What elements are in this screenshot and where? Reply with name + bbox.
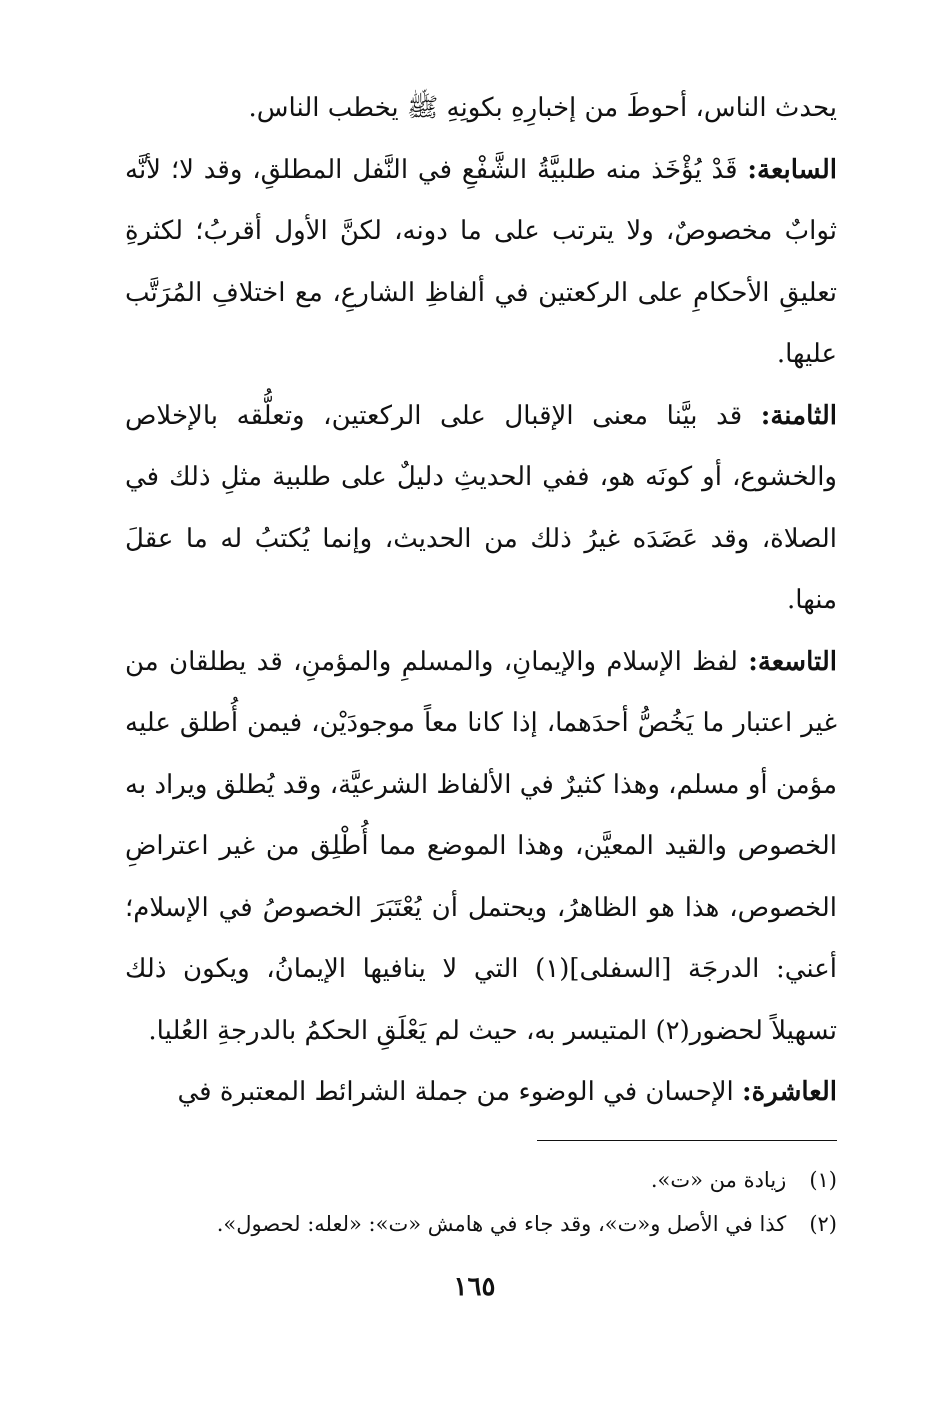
footnote-text: كذا في الأصل و«ت»، وقد جاء في هامش «ت»: «لعله: لحصول». — [216, 1212, 787, 1236]
paragraph-text: قَدْ يُؤْخَذ منه طلبيَّةُ الشَّفْعِ في النَّفل المطلقِ، وقد لا؛ لأنَّه ثوابٌ مخصوصٌ، ولا يترتب على ما دونه، لكنَّ الأول أقربُ؛ لكثرةِ تعليقِ الأحكامِ على الركعتين في ألفاظِ الشارعِ، مع اختلافِ المُرَتَّب عليها. — [125, 154, 837, 369]
paragraph-ninth — [125, 632, 837, 1063]
paragraph-seventh — [125, 140, 837, 386]
paragraph-continuation — [125, 78, 837, 140]
paragraph-text: قد بيَّنا معنى الإقبال على الركعتين، وتعلُّقه بالإخلاص والخشوع، أو كونَه هو، ففي الحديثِ دليلٌ على طلبية مثلِ ذلك في الصلاة، وقد عَضَدَه غيرُ ذلك من الحديث، وإنما يُكتبُ له ما عقلَ منها. — [125, 400, 837, 615]
paragraph-text: يحدث الناس، أحوطَ من إخبارِهِ بكونِهِ ﷺ يخطب الناس. — [248, 93, 837, 123]
paragraph-tenth — [125, 1062, 837, 1124]
paragraph-heading: السابعة: — [747, 154, 837, 185]
paragraph-heading: الثامنة: — [760, 400, 837, 431]
paragraph-text: لفظ الإسلام والإيمانِ، والمسلمِ والمؤمنِ، قد يطلقان من غير اعتبار ما يَخُصُّ أحدَهما، إذا كانا معاً موجودَيْن، فيمن أُطلق عليه مؤمن أو مسلم، وهذا كثيرٌ في الألفاظ الشرعيَّة، وقد يُطلق ويراد به الخصوص والقيد المعيَّن، وهذا الموضع مما أُطْلِق من غير اعتراضِ الخصوص، هذا هو الظاهرُ، ويحتمل أن يُعْتَبَرَ الخصوصُ في الإسلام؛ أعني: الدرجَة [السفلى](١) التي لا ينافيها الإيمانُ، ويكون ذلك تسهيلاً لحضور(٢) المتيسر به، حيث لم يَعْلَقِ الحكمُ بالدرجةِ العُليا. — [125, 646, 837, 1046]
footnote-number: (١) — [809, 1168, 837, 1192]
paragraph-eighth — [125, 386, 837, 632]
main-text — [125, 78, 837, 1124]
page-number: ١٦٥ — [453, 1272, 496, 1302]
footnote-divider — [537, 1140, 837, 1141]
footnote-item — [125, 1202, 837, 1246]
paragraph-text: الإحسان في الوضوء من جملة الشرائط المعتبرة في — [177, 1077, 743, 1107]
footnote-item — [125, 1158, 837, 1202]
paragraph-heading: التاسعة: — [748, 646, 837, 677]
footnote-text: زيادة من «ت». — [650, 1168, 787, 1192]
paragraph-heading: العاشرة: — [742, 1077, 837, 1107]
footnotes — [125, 1158, 837, 1246]
footnote-number: (٢) — [809, 1212, 837, 1236]
